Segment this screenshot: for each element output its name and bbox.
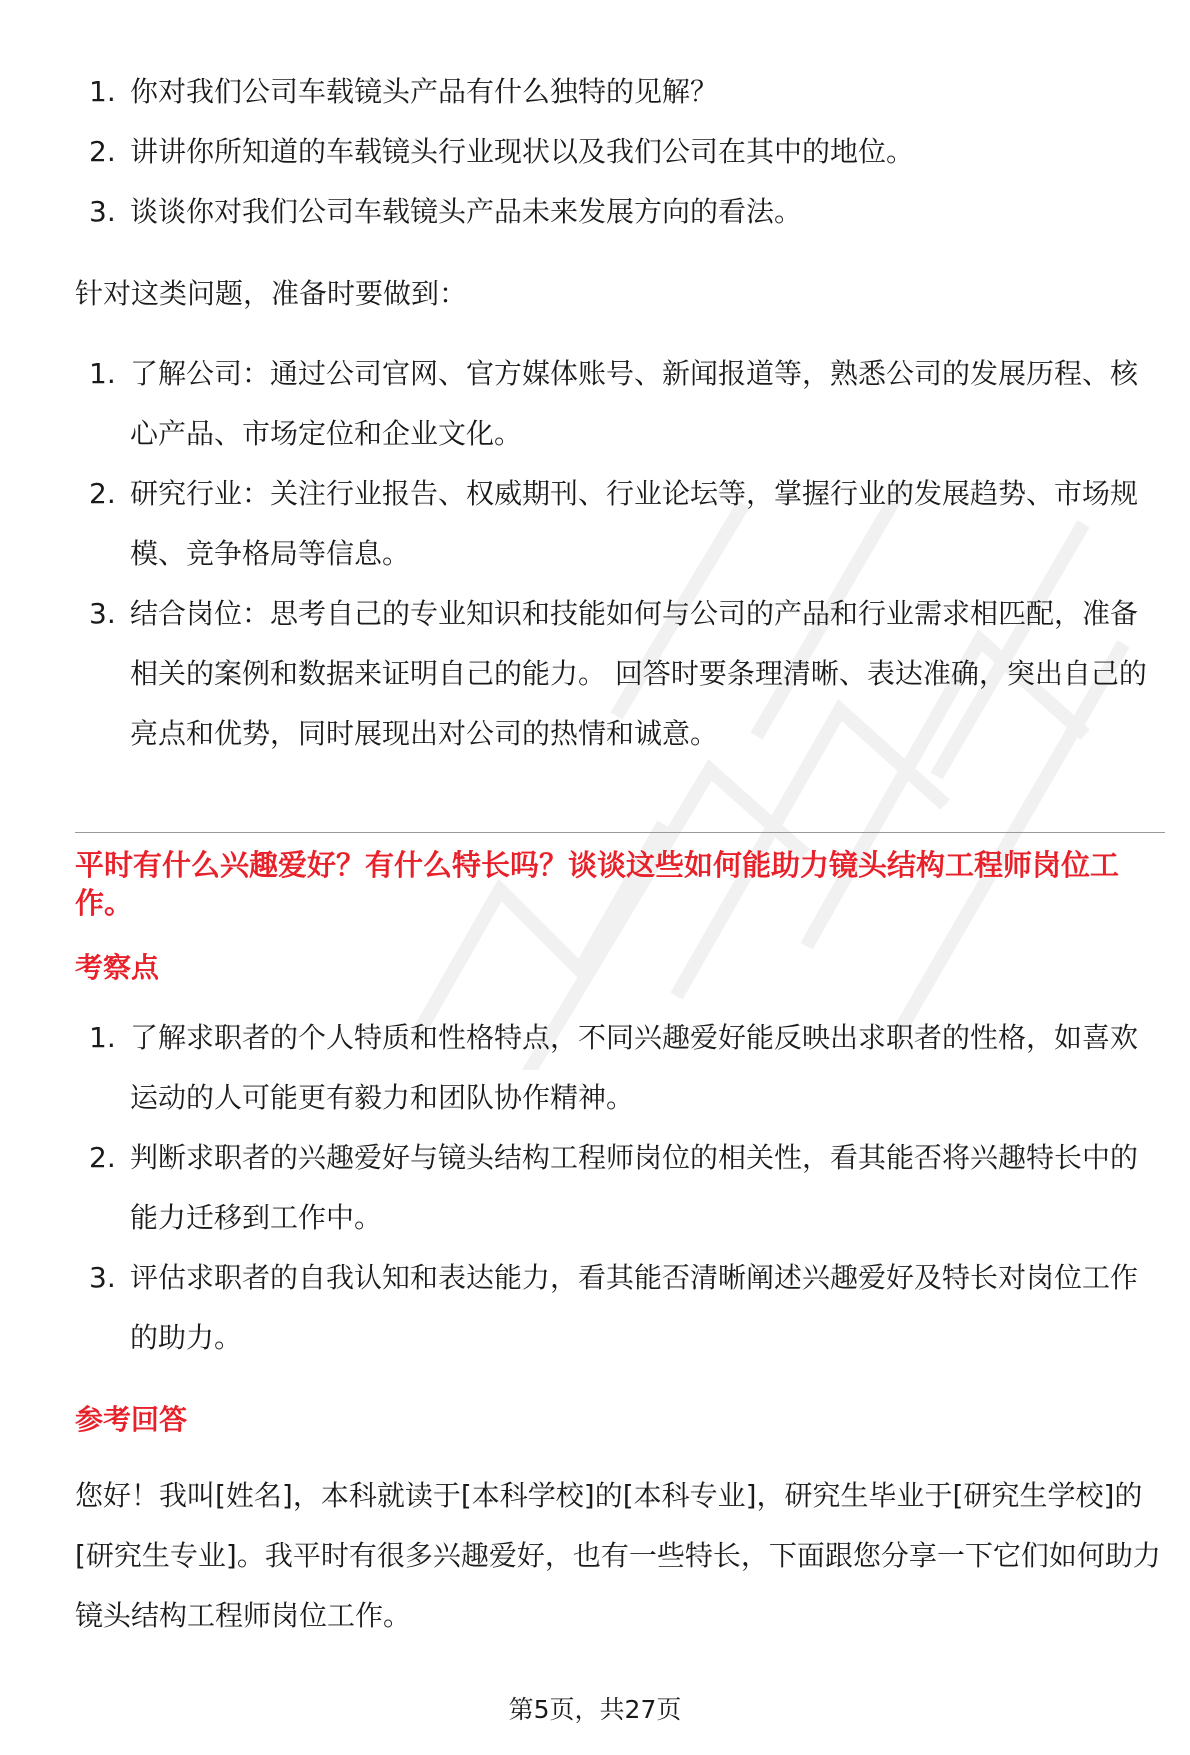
list-item: 3. 结合岗位：思考自己的专业知识和技能如何与公司的产品和行业需求相匹配，准备相关的案例和数据来证明自己的能力。 回答时要条理清晰、表达准确，突出自己的亮点和优势，同时展现出对公司的热情和诚意。 <box>89 597 1147 750</box>
question-title: 平时有什么兴趣爱好？有什么特长吗？谈谈这些如何能助力镜头结构工程师岗位工作。 <box>75 848 1120 920</box>
reference-answer: 您好！我叫[姓名]，本科就读于[本科学校]的[本科专业]，研究生毕业于[研究生学校]的[研究生专业]。我平时有很多兴趣爱好，也有一些特长，下面跟您分享一下它们如何助力镜头结构工程师岗位工作。 <box>75 1479 1161 1632</box>
list-item: 2. 判断求职者的兴趣爱好与镜头结构工程师岗位的相关性，看其能否将兴趣特长中的能力迁移到工作中。 <box>89 1141 1139 1234</box>
section-divider <box>75 832 1165 833</box>
list-item: 2. 研究行业：关注行业报告、权威期刊、行业论坛等，掌握行业的发展趋势、市场规模、竞争格局等信息。 <box>89 477 1139 570</box>
page-number: 第5页，共27页 <box>508 1695 682 1724</box>
list-item: 1. 了解公司：通过公司官网、官方媒体账号、新闻报道等，熟悉公司的发展历程、核心产品、市场定位和企业文化。 <box>89 357 1139 450</box>
reference-heading: 参考回答 <box>75 1403 188 1436</box>
list-item: 3. 评估求职者的自我认知和表达能力，看其能否清晰阐述兴趣爱好及特长对岗位工作的助力。 <box>89 1261 1139 1354</box>
prep-intro: 针对这类问题，准备时要做到： <box>75 277 468 310</box>
list-item: 3. 谈谈你对我们公司车载镜头产品未来发展方向的看法。 <box>89 195 803 228</box>
question-list <box>75 62 1165 242</box>
prep-list <box>75 344 1165 764</box>
check-points-list <box>75 1008 1165 1368</box>
list-item: 2. 讲讲你所知道的车载镜头行业现状以及我们公司在其中的地位。 <box>89 135 915 168</box>
main-content <box>75 62 1165 1646</box>
list-item: 1. 了解求职者的个人特质和性格特点，不同兴趣爱好能反映出求职者的性格，如喜欢运动的人可能更有毅力和团队协作精神。 <box>89 1021 1139 1114</box>
check-points-heading: 考察点 <box>75 951 160 984</box>
list-item: 1. 你对我们公司车载镜头产品有什么独特的见解？ <box>89 75 719 108</box>
